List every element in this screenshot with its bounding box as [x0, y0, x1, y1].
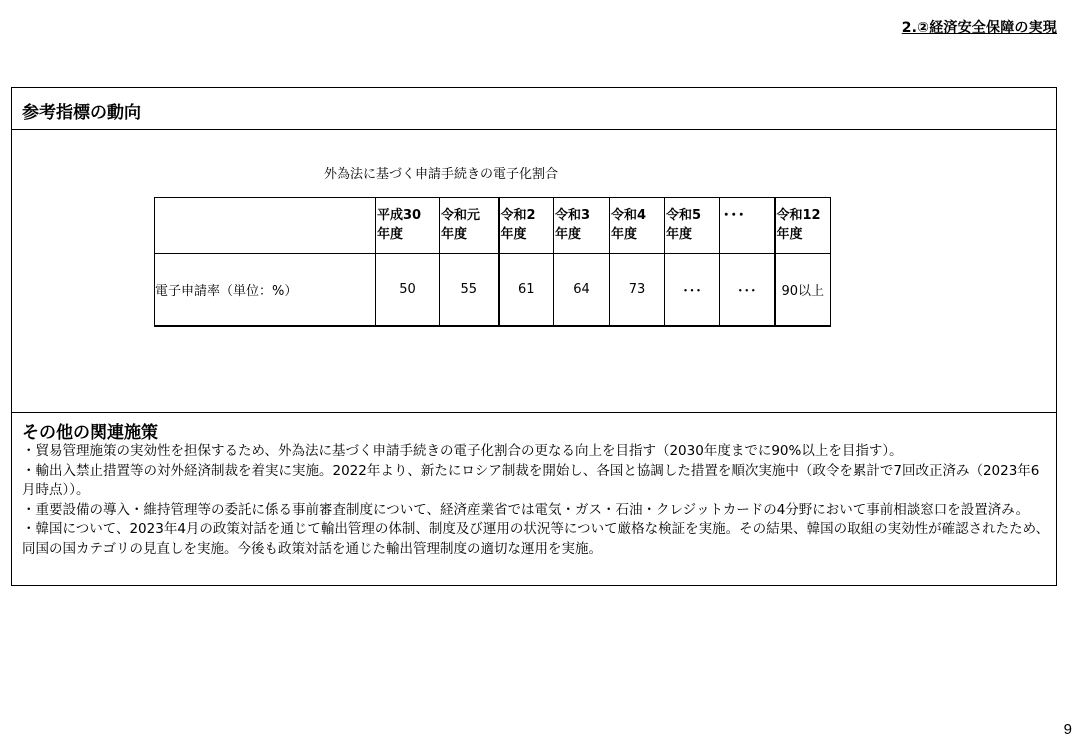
content-box — [11, 87, 1057, 586]
value-cell: 50 — [376, 254, 440, 326]
column-header-line1: 令和4 — [611, 208, 647, 223]
column-header — [554, 198, 610, 254]
page-number: 9 — [1063, 721, 1072, 738]
list-item: ・輸出入禁止措置等の対外経済制裁を着実に実施。2022年より、新たにロシア制裁を開始し、各国と協調した措置を順次実施中（政令を累計で7回改正済み（2023年6月時点））。 — [22, 462, 1040, 498]
value-cell: 90以上 — [775, 254, 831, 326]
column-header-line2: 年度 — [441, 227, 468, 242]
column-header — [665, 198, 720, 254]
list-item: ・韓国について、2023年4月の政策対話を通じて輸出管理の体制、制度及び運用の状況等について厳格な検証を実施。その結果、韓国の取組の実効性が確認されたため、同国の国カテゴリの見直しを実施。今後も政策対話を通じた輸出管理制度の適切な運用を実施。 — [22, 521, 1050, 557]
value-cell: 64 — [554, 254, 610, 326]
column-header — [440, 198, 499, 254]
value-cell: 61 — [499, 254, 554, 326]
column-header-line1: 令和5 — [666, 208, 702, 223]
table-header-row — [155, 198, 831, 254]
column-header-line1: ･･･ — [723, 208, 746, 223]
column-header-line2: 年度 — [666, 227, 693, 242]
column-header — [376, 198, 440, 254]
list-item: ・貿易管理施策の実効性を担保するため、外為法に基づく申請手続きの電子化割合の更なる向上を目指す（2030年度までに90%以上を目指す）。 — [22, 443, 903, 459]
page-header-title: 2.②経済安全保障の実現 — [901, 20, 1057, 36]
table-caption: 外為法に基づく申請手続きの電子化割合 — [324, 167, 559, 182]
column-header — [499, 198, 554, 254]
column-header-line1: 令和2 — [500, 208, 536, 223]
column-header-line2: 年度 — [377, 227, 404, 242]
related-measures-section — [12, 412, 1056, 585]
list-item: ・重要設備の導入・維持管理等の委託に係る事前審査制度について、経済産業省では電気・ガス・石油・クレジットカードの4分野において事前相談窓口を設置済み。 — [22, 501, 1030, 518]
related-measures-list — [22, 442, 1052, 559]
value-cell: 55 — [440, 254, 499, 326]
indicator-table — [154, 197, 831, 327]
value-cell: ･･･ — [665, 254, 720, 326]
column-header-line1: 令和3 — [555, 208, 591, 223]
column-header-line1: 令和12 — [776, 208, 821, 223]
table-row — [155, 254, 831, 326]
column-header-line2: 年度 — [776, 227, 803, 242]
table-corner-cell — [155, 198, 376, 254]
column-header-line1: 平成30 — [377, 208, 422, 223]
column-header-ellipsis — [720, 198, 775, 254]
column-header-line1: 令和元 — [441, 208, 481, 223]
related-measures-title: その他の関連施策 — [22, 423, 158, 443]
section-title: 参考指標の動向 — [22, 103, 141, 123]
section-title-row — [12, 88, 1056, 130]
value-cell: 73 — [610, 254, 665, 326]
column-header-line2: 年度 — [611, 227, 638, 242]
column-header — [775, 198, 831, 254]
column-header-line2: 年度 — [500, 227, 527, 242]
row-label: 電子申請率（単位：%） — [155, 254, 376, 326]
value-cell: ･･･ — [720, 254, 775, 326]
column-header-line2: 年度 — [555, 227, 582, 242]
column-header — [610, 198, 665, 254]
